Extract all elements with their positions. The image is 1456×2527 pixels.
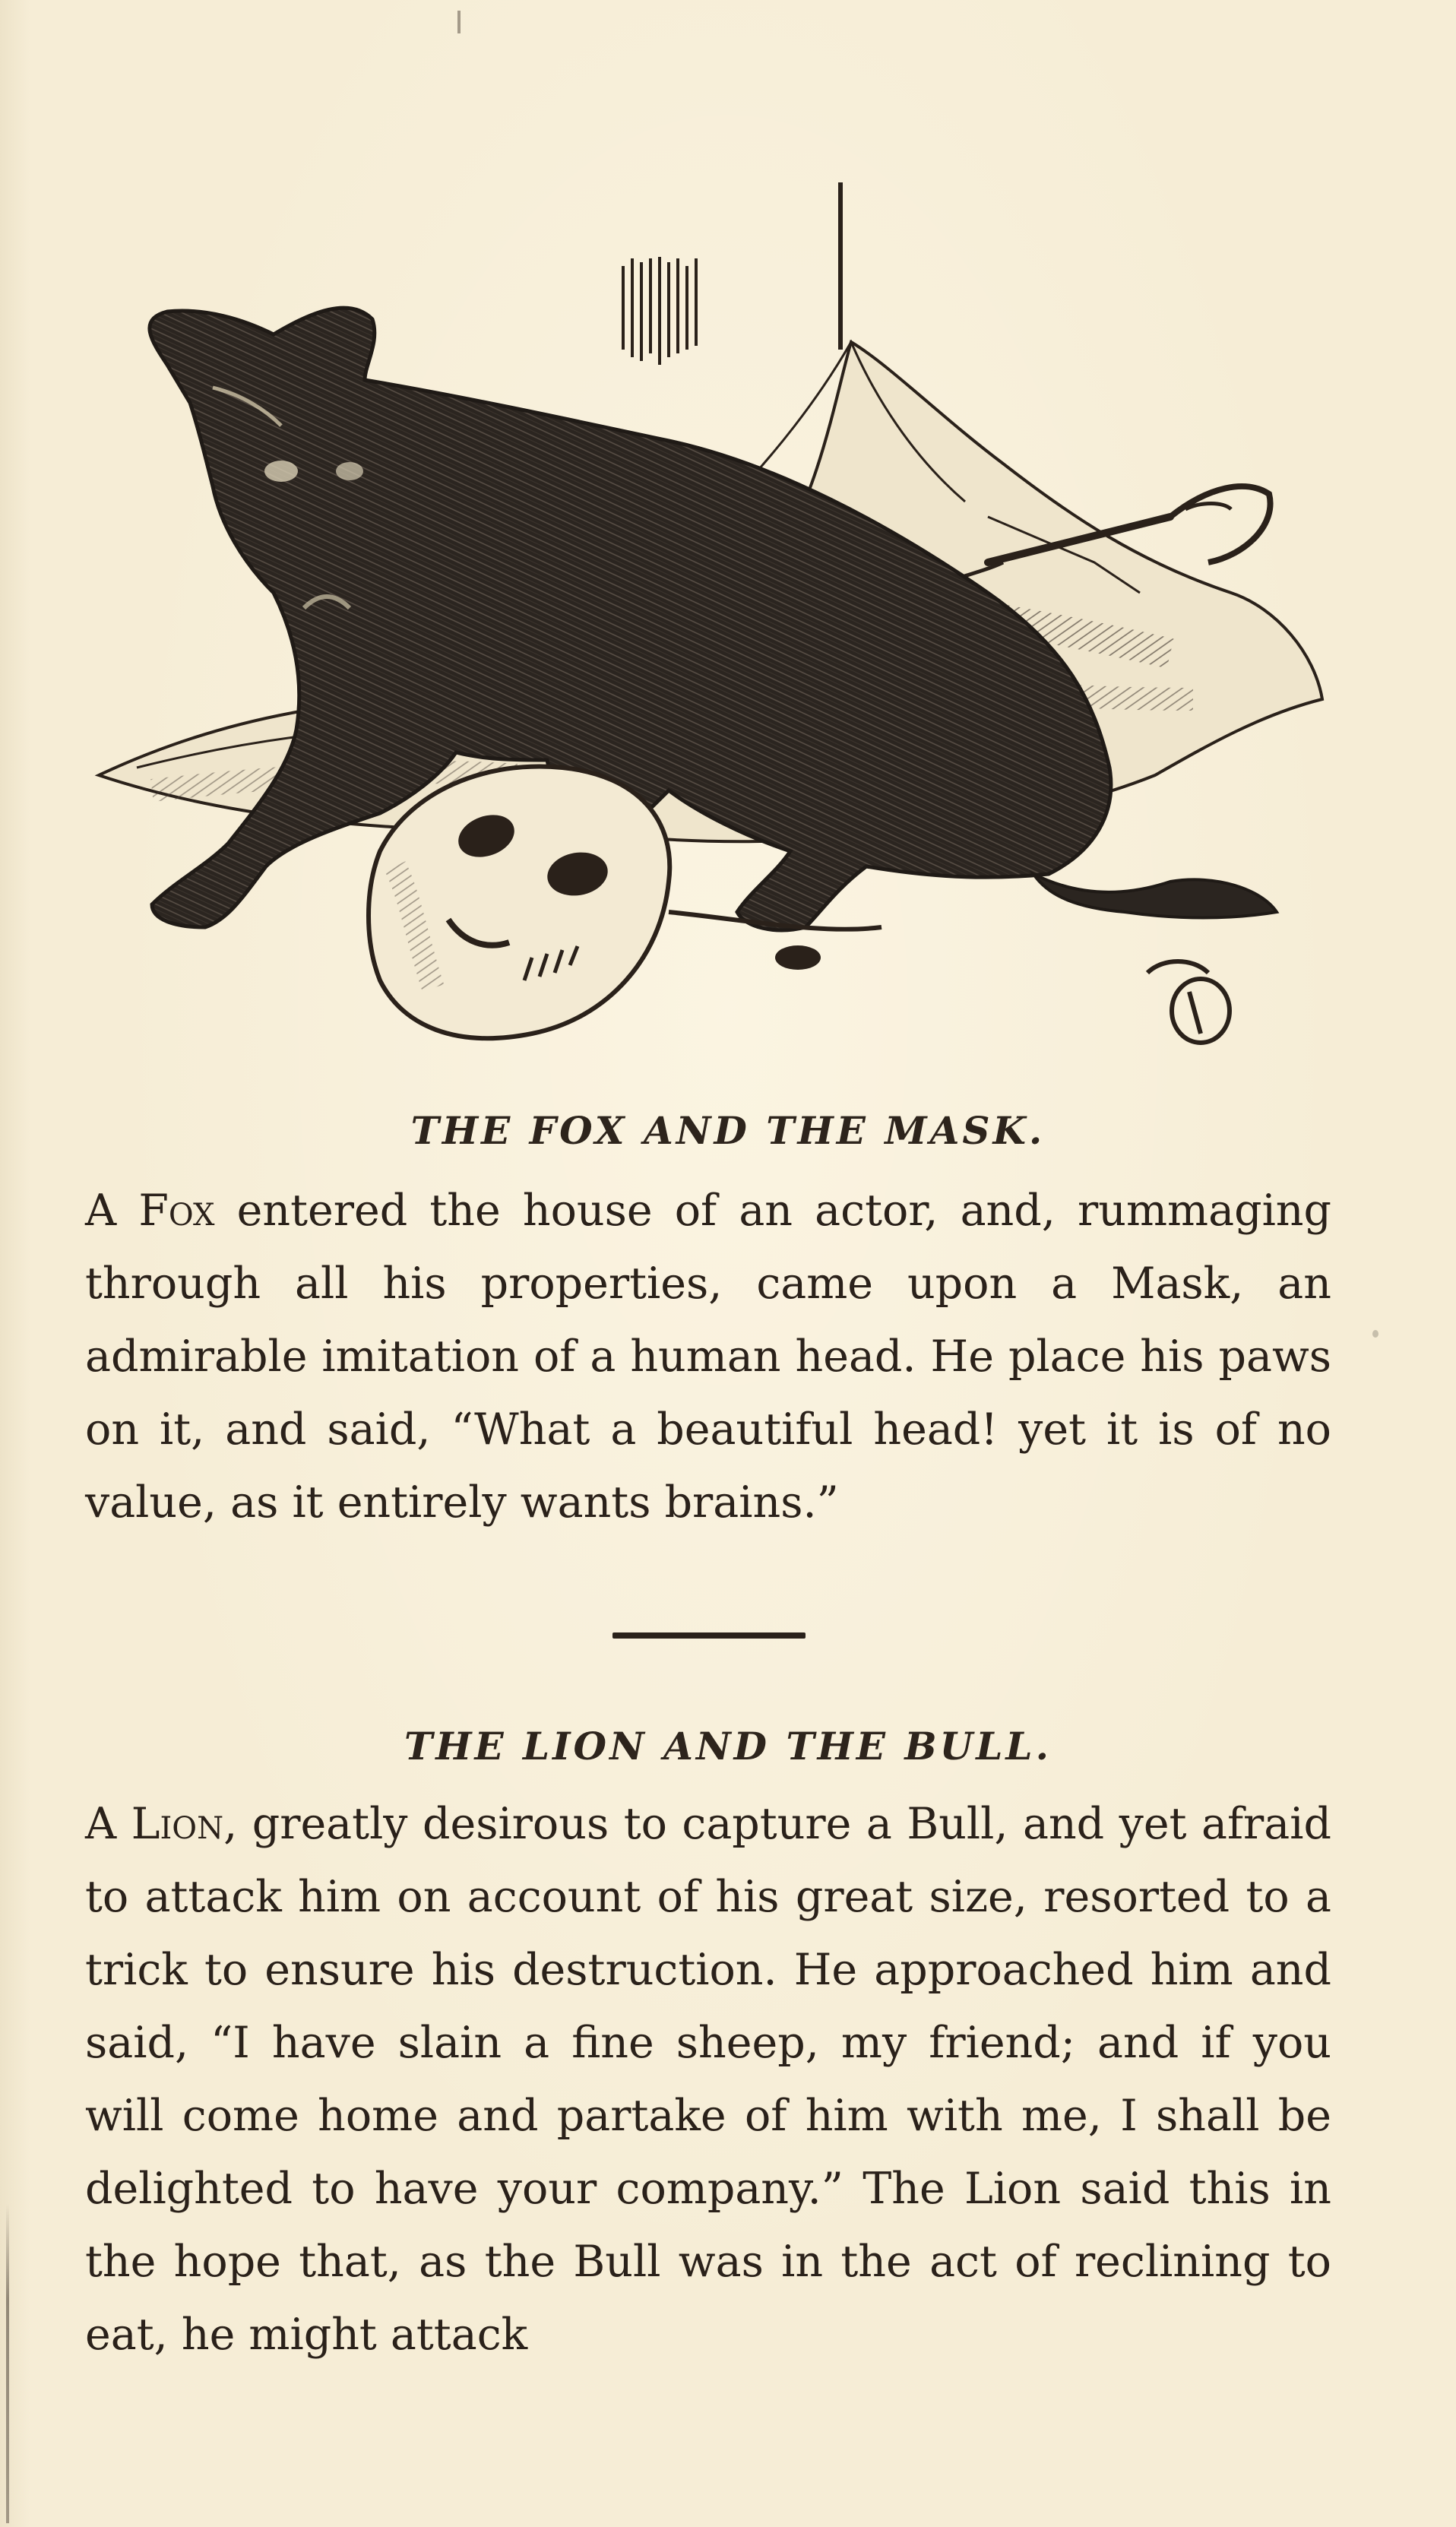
hanging-tassel: [623, 257, 696, 365]
fable-text-fox-and-mask: [85, 1174, 1331, 1539]
ink-speck: [457, 11, 461, 33]
fable-lead-word: Fox: [138, 1186, 215, 1236]
section-divider: [612, 1632, 806, 1639]
mask-figure: [369, 766, 669, 1038]
artist-monogram: [1147, 961, 1230, 1043]
fable-opening-article: A: [85, 1186, 117, 1236]
fable-lead-word: Lion: [131, 1799, 224, 1849]
fable-body: entered the house of an actor, and, rummaging through all his properties, came upon a Mask, an admirable imitation of a human head. He place his paws on it, and said, “What a beautiful head! yet it is of no value, as it entirely wants brains.”: [85, 1186, 1331, 1528]
fox-and-mask-illustration: [91, 167, 1337, 1064]
paper-speck: [1372, 1330, 1378, 1338]
fable-title-lion-and-bull: THE LION AND THE BULL.: [404, 1724, 1052, 1769]
fable-text-lion-and-bull: [85, 1788, 1331, 2371]
page-edge-shadow: [6, 2204, 9, 2523]
fable-body: , greatly desirous to capture a Bull, and yet afraid to attack him on account of his great size, resorted to a trick to ensure his destruction. He approached him and said, “I have slain a fine sheep, my friend; and if you will come home and partake of him with me, I shall be delighted to have your company.” The Lion said this in the hope that, as the Bull was in the act of reclining to eat, he might attack: [85, 1799, 1331, 2360]
fable-opening-article: A: [85, 1799, 117, 1849]
fable-title-fox-and-mask: THE FOX AND THE MASK.: [410, 1108, 1046, 1153]
